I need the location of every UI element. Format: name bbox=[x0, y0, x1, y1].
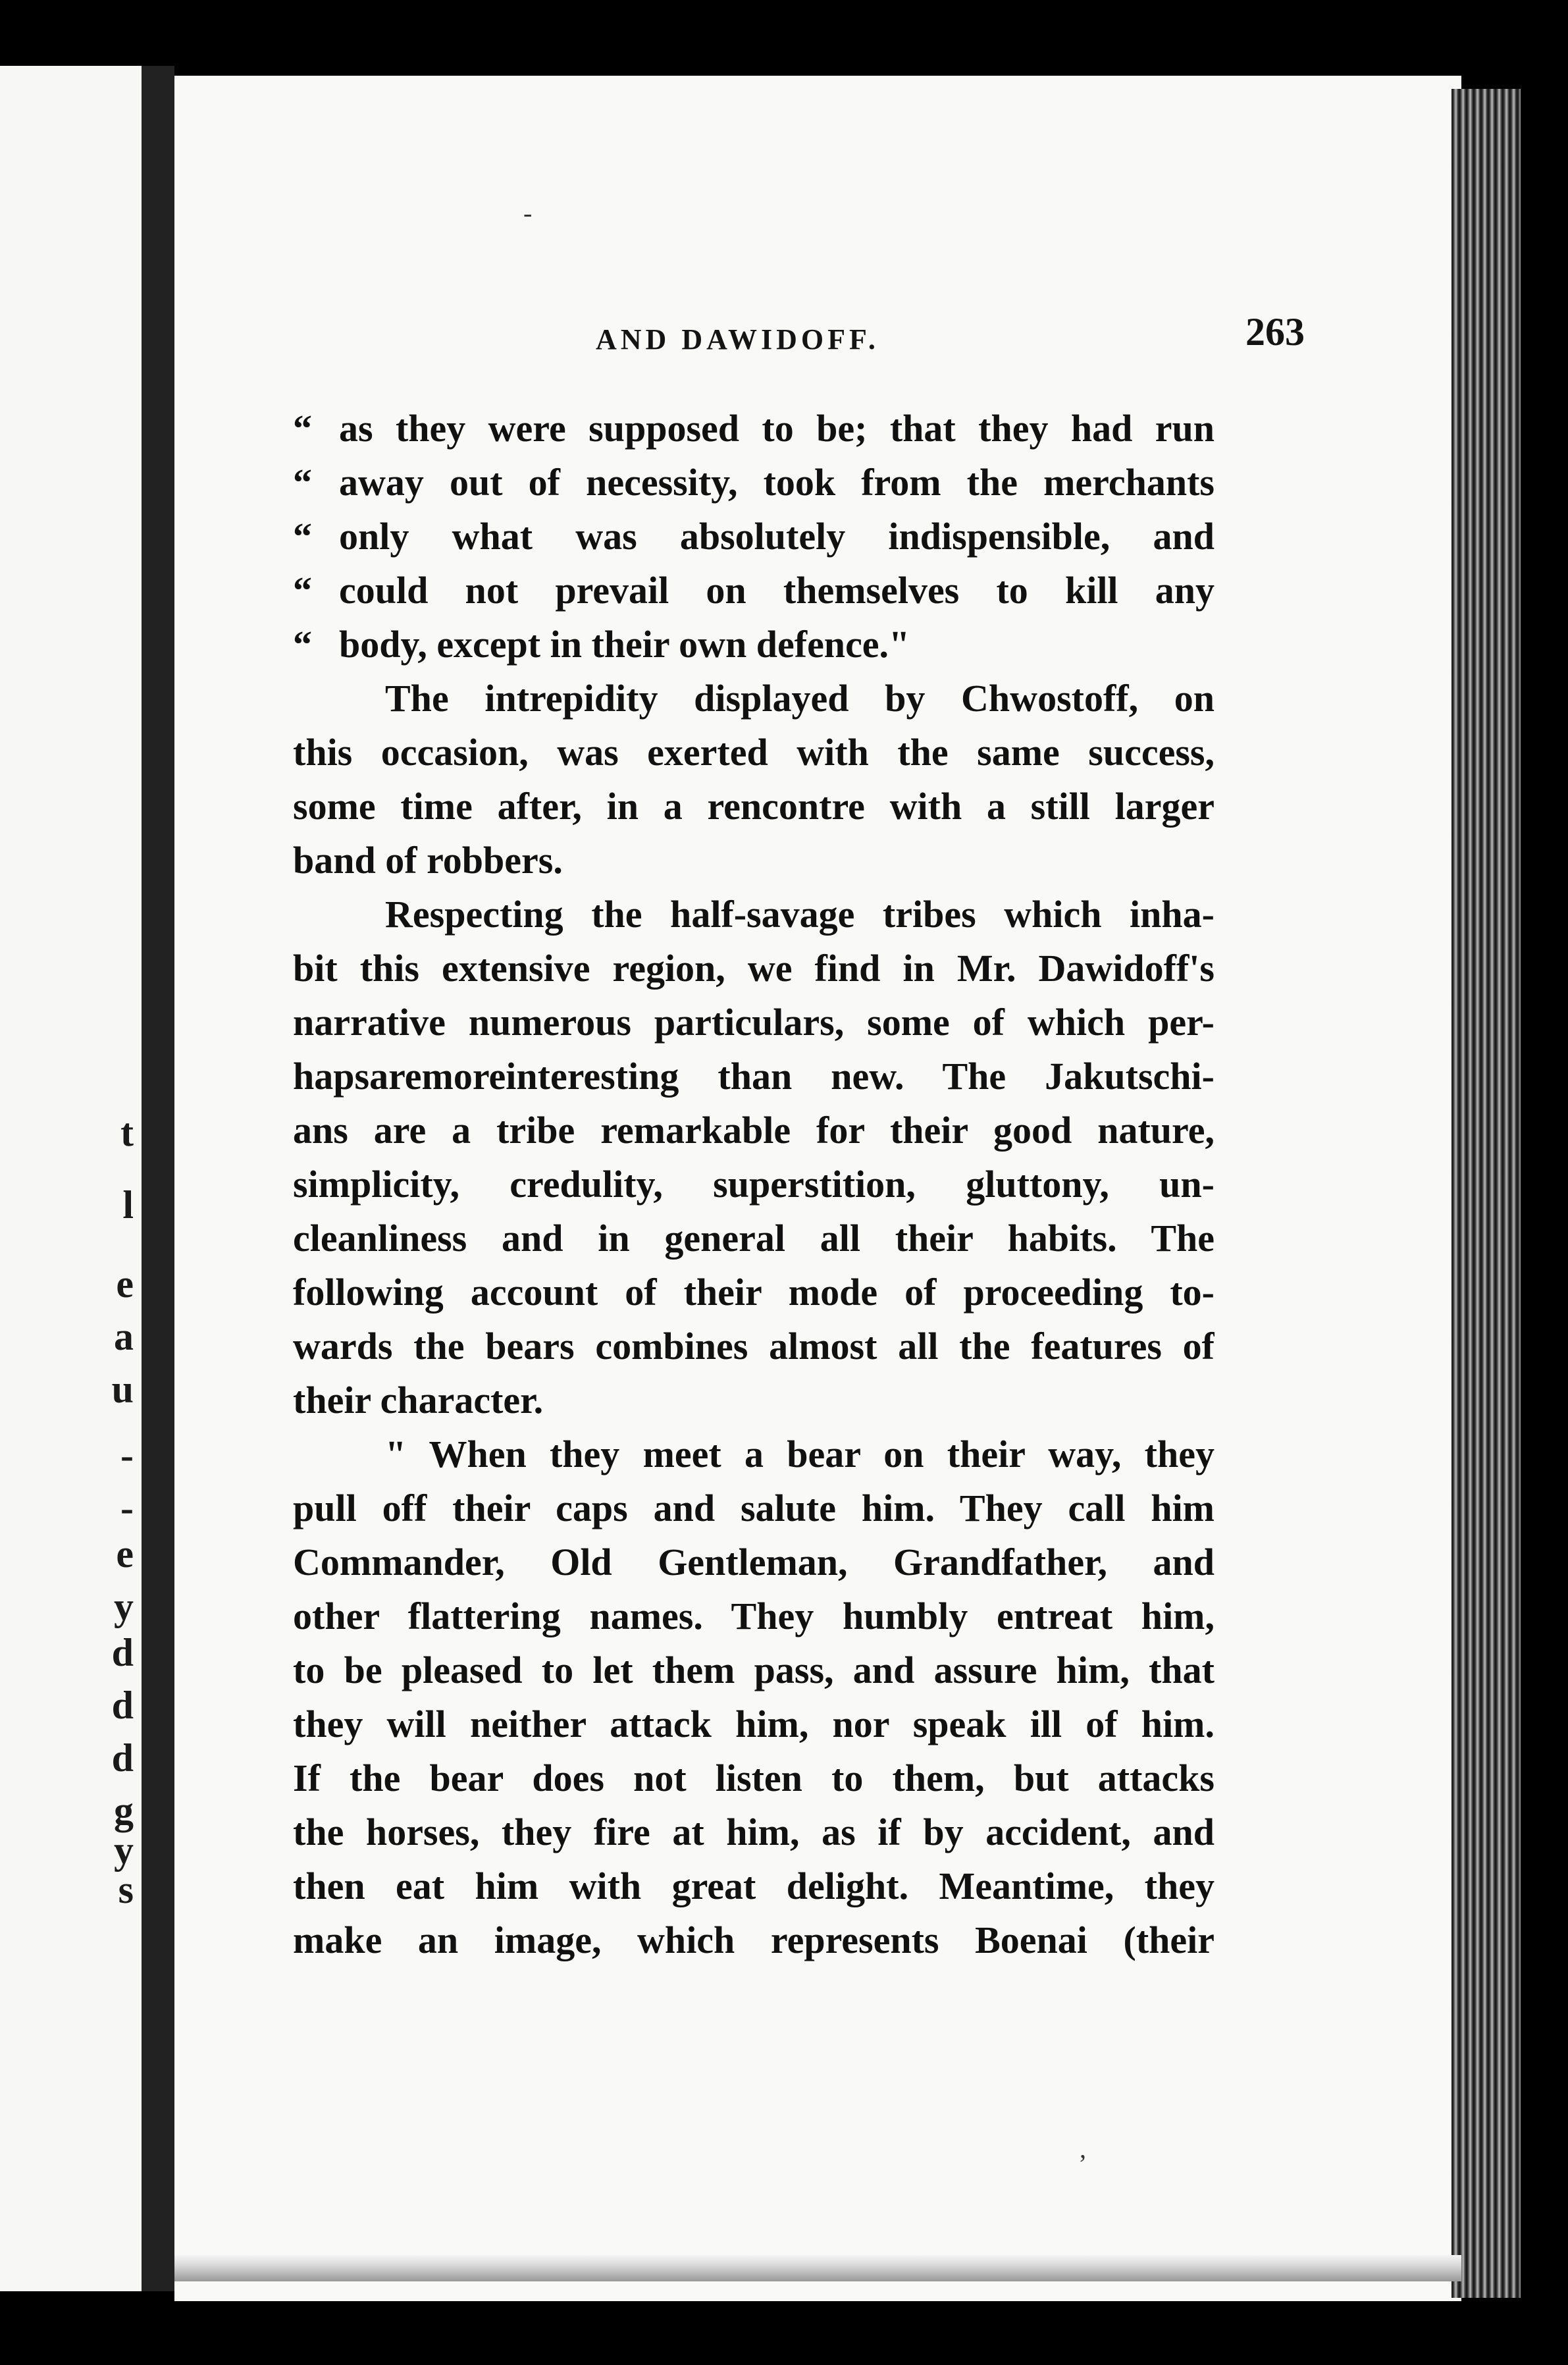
text-line: this occasion, was exerted with the same success, bbox=[293, 731, 1215, 774]
text-line: their character. bbox=[293, 1379, 544, 1422]
facing-page-letter: d bbox=[111, 1736, 134, 1780]
text-line bbox=[293, 564, 1215, 618]
text-line: following account of their mode of proceeding to- bbox=[293, 1271, 1215, 1314]
text-line: they will neither attack him, nor speak ill of him. bbox=[293, 1703, 1215, 1745]
line-text: could not prevail on themselves to kill any bbox=[339, 569, 1215, 612]
quote-mark: “ bbox=[293, 569, 312, 612]
page-stack-edge bbox=[1451, 89, 1521, 2298]
page-number: 263 bbox=[1245, 310, 1305, 354]
facing-page-letter: d bbox=[111, 1684, 134, 1727]
text-line: simplicity, credulity, superstition, gluttony, un- bbox=[293, 1163, 1215, 1206]
text-line: Commander, Old Gentleman, Grandfather, and bbox=[293, 1541, 1215, 1583]
line-text: only what was absolutely indispensible, and bbox=[339, 515, 1215, 558]
facing-page-letter: y bbox=[114, 1585, 134, 1628]
running-header: AND DAWIDOFF. bbox=[596, 323, 879, 356]
text-line: to be pleased to let them pass, and assure him, that bbox=[293, 1649, 1215, 1691]
body-text bbox=[293, 402, 1215, 1967]
text-line: ans are a tribe remarkable for their good nature, bbox=[293, 1109, 1215, 1152]
quote-mark: “ bbox=[293, 515, 312, 558]
margin-mark: - bbox=[523, 198, 533, 228]
facing-page-edge bbox=[0, 66, 142, 2291]
text-line: other flattering names. They humbly entreat him, bbox=[293, 1595, 1215, 1637]
text-line bbox=[293, 402, 1215, 456]
text-line: then eat him with great delight. Meantime, they bbox=[293, 1865, 1215, 1907]
facing-page-letter: u bbox=[111, 1368, 134, 1411]
text-line: Respecting the half-savage tribes which inha- bbox=[385, 893, 1215, 936]
text-line: hapsaremoreinteresting than new. The Jakutschi- bbox=[293, 1055, 1215, 1098]
facing-page-letter: s bbox=[118, 1868, 134, 1911]
text-line: some time after, in a rencontre with a still larger bbox=[293, 785, 1215, 828]
quote-mark: “ bbox=[293, 461, 312, 504]
text-line: band of robbers. bbox=[293, 839, 563, 882]
facing-page-letter: e bbox=[116, 1532, 134, 1576]
facing-page-letter: g bbox=[114, 1789, 134, 1832]
line-text: as they were supposed to be; that they had run bbox=[339, 407, 1215, 450]
text-line: wards the bears combines almost all the features of bbox=[293, 1325, 1215, 1368]
text-line: The intrepidity displayed by Chwostoff, on bbox=[385, 677, 1215, 720]
text-line bbox=[293, 510, 1215, 564]
text-line: pull off their caps and salute him. They call him bbox=[293, 1487, 1215, 1529]
facing-page-letter: e bbox=[116, 1262, 134, 1306]
line-text: body, except in their own defence." bbox=[339, 623, 910, 666]
text-line: If the bear does not listen to them, but attacks bbox=[293, 1757, 1215, 1799]
text-line bbox=[293, 618, 1215, 672]
page-bottom-edge bbox=[174, 2255, 1461, 2281]
book-gutter bbox=[142, 66, 174, 2291]
text-line bbox=[293, 456, 1215, 510]
quote-mark: “ bbox=[293, 623, 312, 666]
facing-page-letter: - bbox=[120, 1433, 134, 1477]
facing-page-letter: t bbox=[120, 1111, 134, 1154]
facing-page-letter: d bbox=[111, 1631, 134, 1674]
facing-page-letter: - bbox=[120, 1486, 134, 1529]
text-line: cleanliness and in general all their habits. The bbox=[293, 1217, 1215, 1260]
text-line: narrative numerous particulars, some of which per- bbox=[293, 1001, 1215, 1044]
text-line: the horses, they fire at him, as if by accident, and bbox=[293, 1811, 1215, 1853]
quote-mark: “ bbox=[293, 407, 312, 450]
margin-mark: , bbox=[1080, 2134, 1086, 2164]
facing-page-letter: l bbox=[122, 1183, 134, 1227]
text-line: make an image, which represents Boenai (their bbox=[293, 1919, 1215, 1961]
text-line: " When they meet a bear on their way, they bbox=[385, 1433, 1215, 1475]
line-text: away out of necessity, took from the merchants bbox=[339, 461, 1215, 504]
text-line: bit this extensive region, we find in Mr. Dawidoff's bbox=[293, 947, 1215, 990]
facing-page-letter: a bbox=[114, 1315, 134, 1358]
facing-page-letter: y bbox=[114, 1828, 134, 1872]
